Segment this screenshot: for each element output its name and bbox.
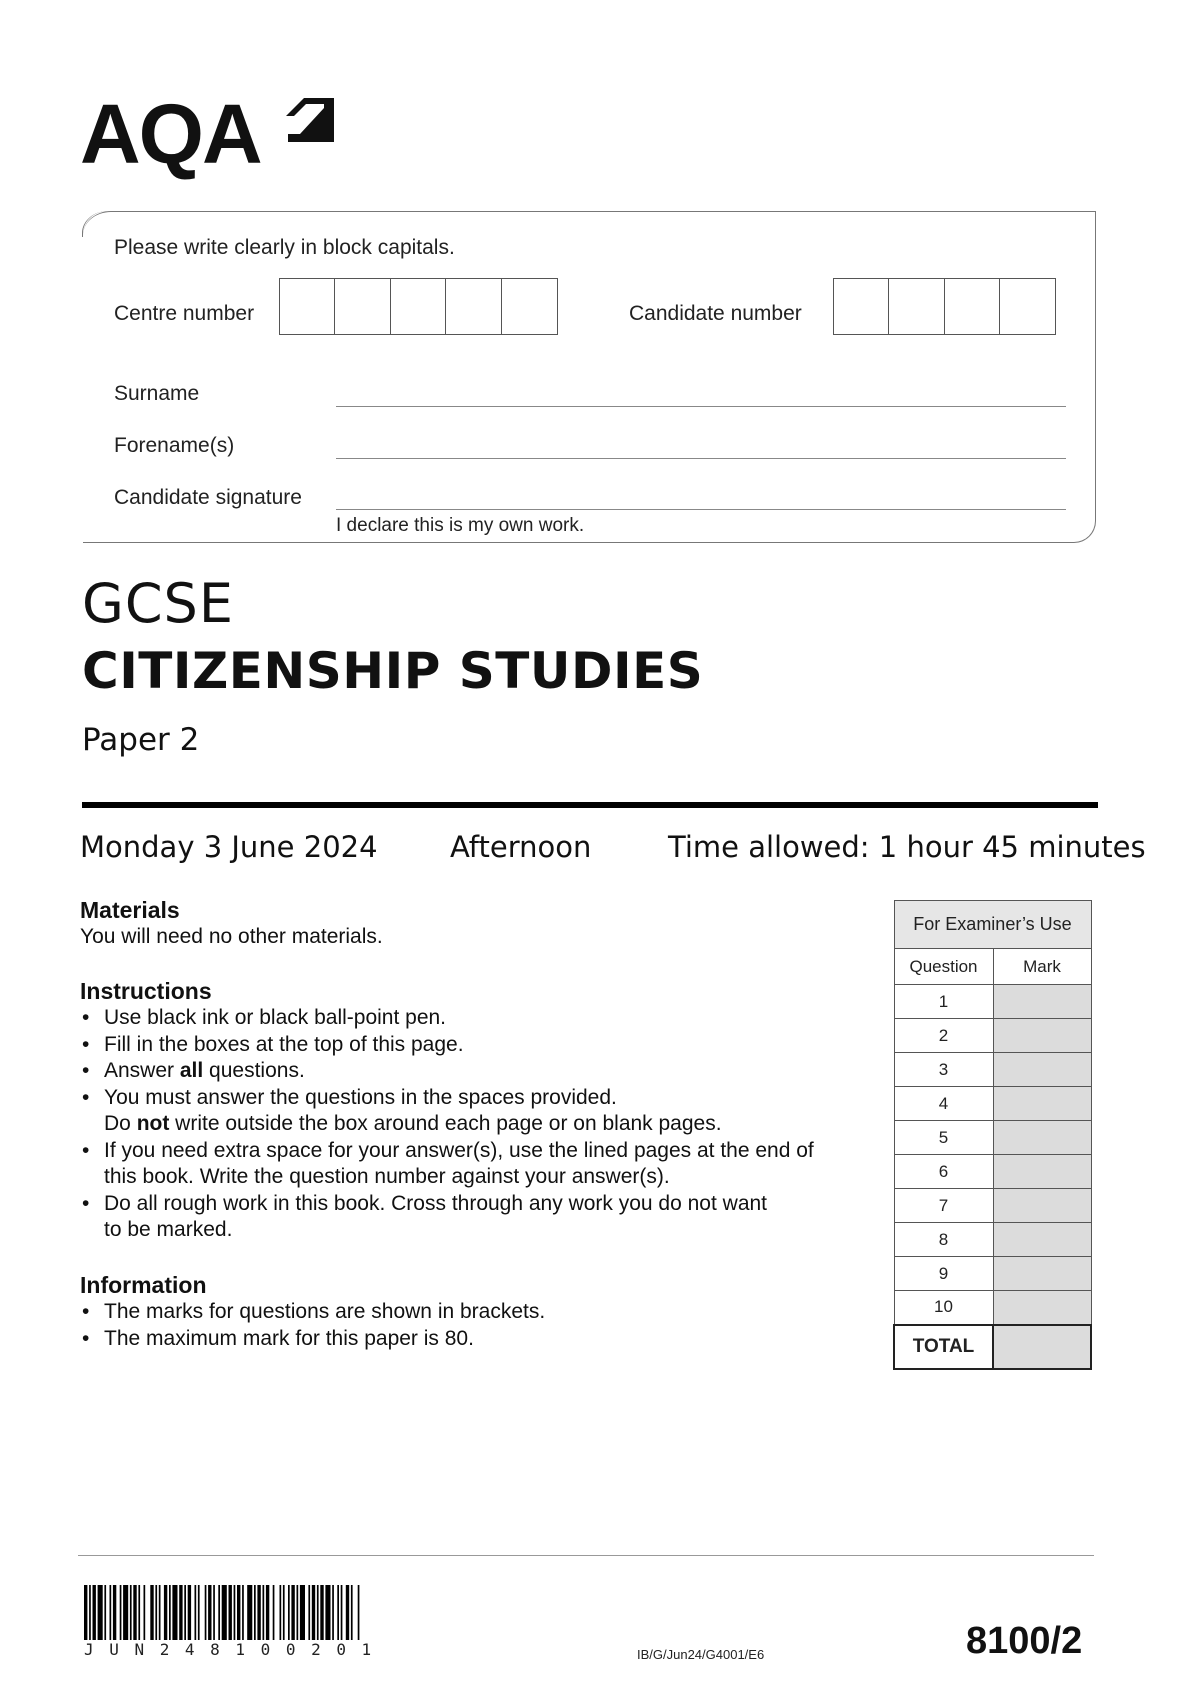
table-row — [894, 1087, 1091, 1121]
paper-code: 8100/2 — [966, 1620, 1083, 1662]
materials-text: You will need no other materials. — [80, 925, 383, 948]
question-number: 4 — [894, 1087, 993, 1121]
total-row — [894, 1325, 1091, 1369]
table-row — [894, 1223, 1091, 1257]
table-row — [894, 1189, 1091, 1223]
instruction-item-continued: this book. Write the question number against your answer(s). — [104, 1165, 670, 1188]
table-row — [894, 1155, 1091, 1189]
question-number: 6 — [894, 1155, 993, 1189]
footer-divider — [78, 1555, 1094, 1556]
barcode — [84, 1585, 466, 1640]
barcode-bar — [179, 1585, 182, 1640]
declaration-text: I declare this is my own work. — [336, 515, 585, 536]
information-item: • The marks for questions are shown in brackets. — [82, 1299, 882, 1326]
mark-cell[interactable] — [993, 1155, 1091, 1189]
candidate-digit-box[interactable] — [833, 278, 890, 335]
time-allowed: Time allowed: 1 hour 45 minutes — [668, 830, 1146, 864]
barcode-bar — [159, 1585, 161, 1640]
barcode-bar — [120, 1585, 122, 1640]
information-list — [82, 1299, 882, 1352]
total-label: TOTAL — [894, 1325, 993, 1369]
barcode-bar — [291, 1585, 294, 1640]
barcode-bar — [144, 1585, 146, 1640]
barcode-bar — [169, 1585, 171, 1640]
centre-digit-box[interactable] — [279, 278, 336, 335]
paper-reference: IB/G/Jun24/G4001/E6 — [637, 1647, 765, 1662]
centre-digit-box[interactable] — [445, 278, 502, 335]
barcode-bar — [222, 1585, 227, 1640]
surname-field[interactable] — [336, 406, 1066, 407]
exam-date: Monday 3 June 2024 — [80, 830, 378, 864]
candidate-number-label: Candidate number — [629, 302, 802, 325]
centre-digit-box[interactable] — [334, 278, 391, 335]
table-row — [894, 1121, 1091, 1155]
materials-heading: Materials — [80, 897, 180, 923]
table-row — [894, 1053, 1091, 1087]
barcode-bar — [346, 1585, 349, 1640]
aqa-leaf-icon — [280, 94, 338, 152]
barcode-text: JUN248100201 — [84, 1640, 387, 1659]
mark-column-header: Mark — [993, 949, 1091, 985]
barcode-bar — [198, 1585, 200, 1640]
barcode-bar — [317, 1585, 319, 1640]
information-item: • The maximum mark for this paper is 80. — [82, 1326, 882, 1353]
barcode-bar — [138, 1585, 140, 1640]
barcode-bar — [184, 1585, 186, 1640]
centre-digit-box[interactable] — [501, 278, 558, 335]
barcode-bar — [266, 1585, 269, 1640]
signature-field[interactable] — [336, 509, 1066, 510]
barcode-bar — [195, 1585, 197, 1640]
barcode-bar — [84, 1585, 87, 1640]
surname-label: Surname — [114, 382, 200, 405]
candidate-number-boxes — [834, 278, 1056, 335]
mark-cell[interactable] — [993, 1223, 1091, 1257]
barcode-bar — [254, 1585, 256, 1640]
barcode-bar — [110, 1585, 112, 1640]
mark-cell[interactable] — [993, 1053, 1091, 1087]
barcode-bar — [150, 1585, 153, 1640]
mark-cell[interactable] — [993, 1087, 1091, 1121]
barcode-bar — [297, 1585, 299, 1640]
examiner-use-table — [893, 900, 1092, 1370]
logo-text: AQA — [80, 87, 261, 181]
mark-cell[interactable] — [993, 1189, 1091, 1223]
candidate-digit-box[interactable] — [999, 278, 1056, 335]
mark-cell[interactable] — [993, 1257, 1091, 1291]
total-mark-cell[interactable] — [993, 1325, 1091, 1369]
barcode-bar — [257, 1585, 260, 1640]
question-number: 1 — [894, 985, 993, 1019]
barcode-bar — [123, 1585, 128, 1640]
barcode-bar — [229, 1585, 232, 1640]
exam-session: Afternoon — [450, 830, 592, 864]
question-number: 9 — [894, 1257, 993, 1291]
instruction-item: • You must answer the questions in the spaces provided. — [82, 1085, 882, 1112]
barcode-bar — [320, 1585, 323, 1640]
barcode-bar — [325, 1585, 330, 1640]
table-row — [894, 1291, 1091, 1325]
question-number: 3 — [894, 1053, 993, 1087]
mark-cell[interactable] — [993, 1019, 1091, 1053]
barcode-bar — [89, 1585, 91, 1640]
instructions-list — [82, 1005, 882, 1244]
candidate-digit-box[interactable] — [888, 278, 945, 335]
forename-field[interactable] — [336, 458, 1066, 459]
barcode-bar — [234, 1585, 236, 1640]
barcode-bar — [273, 1585, 275, 1640]
aqa-logo — [80, 87, 340, 190]
barcode-bar — [130, 1585, 132, 1640]
barcode-bar — [113, 1585, 116, 1640]
barcode-bar — [312, 1585, 315, 1640]
instruction-item-continued: Do not write outside the box around each page or on blank pages. — [104, 1112, 722, 1135]
barcode-bar — [172, 1585, 177, 1640]
barcode-bar — [164, 1585, 167, 1640]
subject-title: CITIZENSHIP STUDIES — [82, 642, 704, 700]
table-row — [894, 1257, 1091, 1291]
barcode-bar — [242, 1585, 244, 1640]
block-capitals-instruction: Please write clearly in block capitals. — [114, 236, 455, 259]
mark-cell[interactable] — [993, 985, 1091, 1019]
signature-label: Candidate signature — [114, 486, 302, 509]
information-heading: Information — [80, 1272, 207, 1298]
barcode-bar — [205, 1585, 207, 1640]
forename-label: Forename(s) — [114, 434, 235, 457]
centre-number-boxes — [280, 278, 558, 335]
barcode-bar — [218, 1585, 220, 1640]
centre-digit-box[interactable] — [390, 278, 447, 335]
instructions-heading: Instructions — [80, 978, 212, 1004]
instruction-item: • Answer all questions. — [82, 1058, 882, 1085]
barcode-bar — [104, 1585, 106, 1640]
mark-cell[interactable] — [993, 1121, 1091, 1155]
instruction-item: • Fill in the boxes at the top of this page. — [82, 1032, 882, 1059]
question-number: 10 — [894, 1291, 993, 1325]
barcode-bar — [337, 1585, 339, 1640]
table-row — [894, 1019, 1091, 1053]
barcode-bar — [351, 1585, 353, 1640]
barcode-bar — [188, 1585, 191, 1640]
barcode-bar — [98, 1585, 103, 1640]
centre-number-label: Centre number — [114, 302, 255, 325]
title-divider — [82, 802, 1098, 808]
barcode-bar — [341, 1585, 343, 1640]
barcode-bar — [358, 1585, 360, 1640]
question-number: 2 — [894, 1019, 993, 1053]
question-number: 8 — [894, 1223, 993, 1257]
barcode-bar — [308, 1585, 310, 1640]
barcode-bar — [288, 1585, 290, 1640]
barcode-bar — [213, 1585, 215, 1640]
instruction-item: • Use black ink or black ball-point pen. — [82, 1005, 882, 1032]
instruction-item-continued: to be marked. — [104, 1218, 233, 1241]
barcode-bar — [208, 1585, 211, 1640]
barcode-bar — [300, 1585, 305, 1640]
paper-title: Paper 2 — [82, 722, 200, 758]
barcode-bar — [93, 1585, 96, 1640]
candidate-digit-box[interactable] — [944, 278, 1001, 335]
examiner-table-title: For Examiner’s Use — [894, 901, 1091, 949]
barcode-bar — [280, 1585, 282, 1640]
question-number: 5 — [894, 1121, 993, 1155]
barcode-bar — [133, 1585, 136, 1640]
question-column-header: Question — [894, 949, 993, 985]
barcode-bar — [283, 1585, 285, 1640]
qualification-title: GCSE — [82, 572, 234, 635]
table-row — [894, 985, 1091, 1019]
instruction-item: • Do all rough work in this book. Cross through any work you do not want — [82, 1191, 882, 1218]
barcode-bar — [237, 1585, 240, 1640]
instruction-item: • If you need extra space for your answer(s), use the lined pages at the end of — [82, 1138, 882, 1165]
barcode-bar — [263, 1585, 265, 1640]
barcode-bar — [332, 1585, 334, 1640]
question-number: 7 — [894, 1189, 993, 1223]
barcode-bar — [247, 1585, 252, 1640]
mark-cell[interactable] — [993, 1291, 1091, 1325]
barcode-bar — [155, 1585, 157, 1640]
